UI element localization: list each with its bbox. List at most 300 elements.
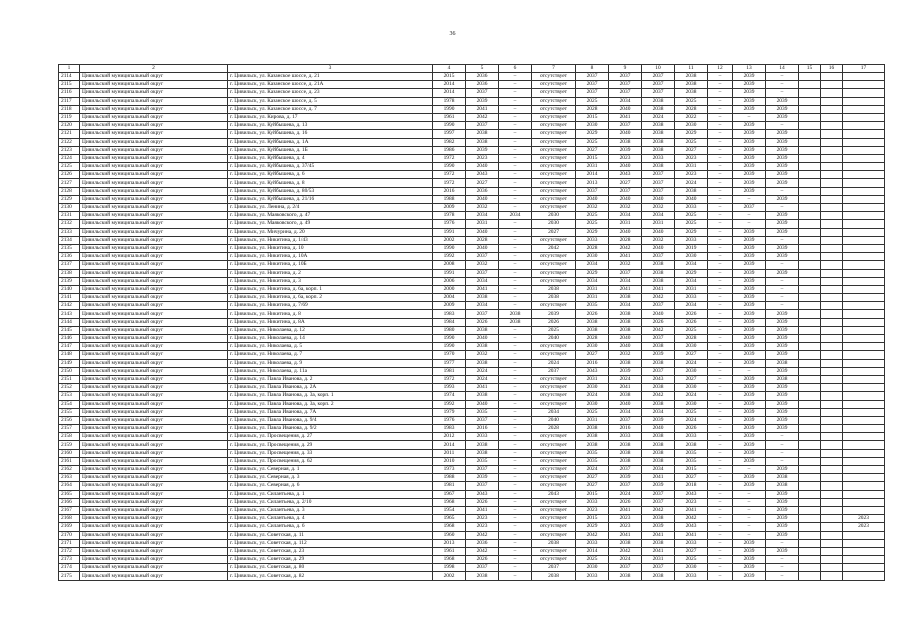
table-cell: 2038 bbox=[642, 261, 675, 269]
table-cell: 2038 bbox=[609, 449, 642, 457]
table-cell bbox=[821, 171, 843, 179]
table-cell: Цивильский муниципальный округ bbox=[80, 572, 228, 580]
table-cell: 2145 bbox=[59, 326, 80, 334]
table-row bbox=[59, 73, 885, 81]
table-cell: 2037 bbox=[609, 81, 642, 89]
table-cell: – bbox=[708, 531, 733, 539]
table-cell: – bbox=[733, 212, 766, 220]
table-cell: Цивильский муниципальный округ bbox=[80, 130, 228, 138]
table-cell: 2038 bbox=[642, 277, 675, 285]
table-cell bbox=[821, 130, 843, 138]
table-cell: 2038 bbox=[642, 572, 675, 580]
table-cell: – bbox=[708, 187, 733, 195]
table-cell: – bbox=[766, 204, 799, 212]
table-cell: 2039 bbox=[733, 130, 766, 138]
table-row bbox=[59, 285, 885, 293]
table-row bbox=[59, 392, 885, 400]
table-cell bbox=[843, 122, 885, 130]
table-cell: – bbox=[499, 416, 532, 424]
table-cell: 2174 bbox=[59, 564, 80, 572]
table-cell bbox=[799, 73, 821, 81]
table-cell: 2041 bbox=[466, 506, 499, 514]
table-cell: г. Цивильск, ул. Никитина, д. 8А bbox=[228, 318, 433, 326]
table-cell: – bbox=[708, 498, 733, 506]
table-cell: Цивильский муниципальный округ bbox=[80, 310, 228, 318]
table-cell: 2037 bbox=[642, 367, 675, 375]
table-cell: 2027 bbox=[609, 179, 642, 187]
table-cell: – bbox=[499, 400, 532, 408]
table-cell: 2039 bbox=[642, 523, 675, 531]
table-cell: г. Цивильск, ул. Казанское шоссе, д. 23 bbox=[228, 89, 433, 97]
table-cell: – bbox=[708, 400, 733, 408]
table-cell: 2038 bbox=[576, 441, 609, 449]
table-cell: 2120 bbox=[59, 122, 80, 130]
table-cell: 2008 bbox=[433, 261, 466, 269]
table-cell: 2031 bbox=[675, 163, 708, 171]
table-cell: 2026 bbox=[576, 310, 609, 318]
table-cell bbox=[843, 113, 885, 121]
table-cell bbox=[799, 130, 821, 138]
table-cell bbox=[799, 416, 821, 424]
table-cell: – bbox=[499, 449, 532, 457]
table-cell bbox=[821, 285, 843, 293]
table-cell: 2014 bbox=[433, 89, 466, 97]
table-cell: – bbox=[766, 122, 799, 130]
table-cell: 2015 bbox=[576, 113, 609, 121]
table-cell: Цивильский муниципальный округ bbox=[80, 171, 228, 179]
table-cell: 2039 bbox=[609, 367, 642, 375]
table-cell: – bbox=[766, 572, 799, 580]
table-cell: 2038 bbox=[642, 97, 675, 105]
table-cell bbox=[799, 122, 821, 130]
table-cell: 2037 bbox=[642, 81, 675, 89]
table-cell: г. Цивильск, ул. Павла Иванова, д. 3а, корп. 1 bbox=[228, 392, 433, 400]
table-cell: 2114 bbox=[59, 73, 80, 81]
table-cell bbox=[799, 433, 821, 441]
table-cell: г. Цивильск, ул. Казанское шоссе, д. 21 bbox=[228, 73, 433, 81]
table-cell: – bbox=[499, 384, 532, 392]
table-cell bbox=[799, 408, 821, 416]
table-cell: 2024 bbox=[609, 556, 642, 564]
table-cell: 2038 bbox=[576, 318, 609, 326]
table-cell: 2039 bbox=[766, 220, 799, 228]
table-cell: 2016 bbox=[433, 187, 466, 195]
table-cell bbox=[821, 531, 843, 539]
table-cell: г. Цивильск, ул. Куйбышева, д. 37/45 bbox=[228, 163, 433, 171]
table-cell: 2039 bbox=[733, 572, 766, 580]
table-cell: 2040 bbox=[609, 130, 642, 138]
table-cell: 2038 bbox=[642, 515, 675, 523]
table-cell: 1991 bbox=[433, 269, 466, 277]
table-cell: – bbox=[708, 506, 733, 514]
table-cell: 2034 bbox=[466, 212, 499, 220]
table-cell: 2153 bbox=[59, 392, 80, 400]
table-cell bbox=[843, 564, 885, 572]
table-cell: 2039 bbox=[642, 351, 675, 359]
table-cell bbox=[799, 498, 821, 506]
table-cell: 2024 bbox=[609, 375, 642, 383]
table-cell bbox=[843, 326, 885, 334]
table-cell bbox=[821, 122, 843, 130]
table-cell bbox=[843, 261, 885, 269]
table-cell: 2041 bbox=[609, 113, 642, 121]
header-row bbox=[59, 65, 885, 73]
table-cell bbox=[821, 113, 843, 121]
table-cell: 2137 bbox=[59, 261, 80, 269]
table-cell bbox=[799, 466, 821, 474]
table-cell: отсутствует bbox=[532, 449, 576, 457]
table-cell: 2030 bbox=[675, 367, 708, 375]
table-cell: – bbox=[708, 335, 733, 343]
table-cell bbox=[799, 187, 821, 195]
table-cell: 2038 bbox=[642, 138, 675, 146]
table-row bbox=[59, 138, 885, 146]
table-cell: 2024 bbox=[675, 416, 708, 424]
table-cell: 2038 bbox=[609, 572, 642, 580]
table-cell: 2039 bbox=[733, 359, 766, 367]
table-cell: 2039 bbox=[609, 146, 642, 154]
table-cell: 2037 bbox=[466, 466, 499, 474]
table-cell: – bbox=[708, 228, 733, 236]
table-row bbox=[59, 433, 885, 441]
table-cell bbox=[843, 343, 885, 351]
table-cell: 2031 bbox=[642, 220, 675, 228]
table-row bbox=[59, 572, 885, 580]
table-cell: отсутствует bbox=[532, 400, 576, 408]
table-cell: Цивильский муниципальный округ bbox=[80, 457, 228, 465]
table-cell: – bbox=[499, 285, 532, 293]
table-cell: 2027 bbox=[576, 146, 609, 154]
table-cell bbox=[821, 73, 843, 81]
table-cell: 2168 bbox=[59, 515, 80, 523]
table-cell: 2037 bbox=[609, 564, 642, 572]
table-cell: 1990 bbox=[433, 105, 466, 113]
table-cell bbox=[821, 146, 843, 154]
table-cell: 2030 bbox=[675, 122, 708, 130]
table-cell: 1977 bbox=[433, 359, 466, 367]
table-row bbox=[59, 302, 885, 310]
table-cell bbox=[843, 73, 885, 81]
table-cell: 2031 bbox=[466, 220, 499, 228]
table-cell: – bbox=[499, 531, 532, 539]
table-cell: – bbox=[708, 130, 733, 138]
column-number: 14 bbox=[766, 65, 799, 73]
table-cell: – bbox=[499, 539, 532, 547]
table-cell: – bbox=[499, 367, 532, 375]
table-cell: 2037 bbox=[642, 498, 675, 506]
table-cell: 2039 bbox=[766, 195, 799, 203]
table-cell: 2038 bbox=[642, 343, 675, 351]
table-cell: 2039 bbox=[642, 416, 675, 424]
column-number: 12 bbox=[708, 65, 733, 73]
table-cell: 2043 bbox=[675, 523, 708, 531]
table-cell: Цивильский муниципальный округ bbox=[80, 375, 228, 383]
table-cell: 2136 bbox=[59, 253, 80, 261]
table-cell: 2039 bbox=[733, 171, 766, 179]
table-cell: – bbox=[766, 285, 799, 293]
table-cell: – bbox=[708, 539, 733, 547]
table-row bbox=[59, 171, 885, 179]
table-cell: – bbox=[708, 236, 733, 244]
table-cell: 2037 bbox=[609, 269, 642, 277]
table-cell: 2038 bbox=[675, 89, 708, 97]
table-cell bbox=[821, 253, 843, 261]
table-cell: – bbox=[708, 244, 733, 252]
table-cell: 2043 bbox=[642, 375, 675, 383]
table-cell: Цивильский муниципальный округ bbox=[80, 236, 228, 244]
table-cell: – bbox=[499, 163, 532, 171]
table-cell: 2002 bbox=[433, 572, 466, 580]
table-cell: – bbox=[708, 359, 733, 367]
table-cell: 2033 bbox=[675, 539, 708, 547]
table-cell: 2024 bbox=[609, 490, 642, 498]
table-cell: – bbox=[708, 277, 733, 285]
table-cell: 2024 bbox=[466, 375, 499, 383]
table-cell: – bbox=[499, 195, 532, 203]
table-cell: 2030 bbox=[675, 253, 708, 261]
table-cell: – bbox=[499, 351, 532, 359]
table-cell: 2042 bbox=[642, 326, 675, 334]
table-cell: – bbox=[499, 105, 532, 113]
table-cell: – bbox=[499, 294, 532, 302]
table-cell: 2039 bbox=[733, 122, 766, 130]
table-cell bbox=[821, 400, 843, 408]
table-cell: 1954 bbox=[433, 506, 466, 514]
table-row bbox=[59, 547, 885, 555]
table-cell: – bbox=[499, 220, 532, 228]
table-cell: 2019 bbox=[675, 244, 708, 252]
table-cell: 2027 bbox=[675, 146, 708, 154]
table-cell: Цивильский муниципальный округ bbox=[80, 449, 228, 457]
table-cell: 1978 bbox=[433, 97, 466, 105]
table-cell bbox=[821, 294, 843, 302]
table-cell: 2039 bbox=[766, 343, 799, 351]
table-cell bbox=[843, 130, 885, 138]
table-cell: 2039 bbox=[766, 138, 799, 146]
table-cell bbox=[799, 228, 821, 236]
table-row bbox=[59, 195, 885, 203]
table-cell: – bbox=[499, 556, 532, 564]
table-cell: 2035 bbox=[576, 449, 609, 457]
table-cell: – bbox=[766, 564, 799, 572]
table-cell: 2037 bbox=[576, 89, 609, 97]
table-cell: 2038 bbox=[642, 400, 675, 408]
table-cell: 2024 bbox=[675, 359, 708, 367]
table-row bbox=[59, 335, 885, 343]
table-cell: 2036 bbox=[466, 81, 499, 89]
table-cell: г. Цивильск, ул. Советская, д. 23 bbox=[228, 547, 433, 555]
table-cell: – bbox=[708, 572, 733, 580]
table-cell: – bbox=[733, 490, 766, 498]
table-cell: г. Цивильск, ул. Павла Иванова, д. 2 bbox=[228, 375, 433, 383]
table-cell: 2155 bbox=[59, 408, 80, 416]
table-cell: 2037 bbox=[609, 122, 642, 130]
table-cell: 2024 bbox=[466, 367, 499, 375]
table-cell: 2029 bbox=[675, 130, 708, 138]
table-cell: 1973 bbox=[433, 466, 466, 474]
table-cell: 2039 bbox=[733, 449, 766, 457]
table-cell bbox=[843, 416, 885, 424]
table-cell: 2040 bbox=[466, 400, 499, 408]
table-row bbox=[59, 384, 885, 392]
table-cell: 2032 bbox=[609, 261, 642, 269]
table-cell: Цивильский муниципальный округ bbox=[80, 204, 228, 212]
table-cell: Цивильский муниципальный округ bbox=[80, 146, 228, 154]
table-cell: 2033 bbox=[675, 236, 708, 244]
table-cell: 2043 bbox=[532, 490, 576, 498]
table-cell: отсутствует bbox=[532, 261, 576, 269]
table-cell: – bbox=[708, 146, 733, 154]
table-cell: 2027 bbox=[576, 482, 609, 490]
table-cell: – bbox=[708, 163, 733, 171]
table-cell: 2038 bbox=[642, 441, 675, 449]
table-cell: Цивильский муниципальный округ bbox=[80, 506, 228, 514]
table-cell: 2039 bbox=[733, 138, 766, 146]
table-cell: 2015 bbox=[433, 73, 466, 81]
table-cell: 1980 bbox=[433, 326, 466, 334]
table-cell: отсутствует bbox=[532, 163, 576, 171]
table-cell bbox=[821, 547, 843, 555]
table-cell: – bbox=[766, 294, 799, 302]
table-cell: 2160 bbox=[59, 449, 80, 457]
table-cell bbox=[843, 351, 885, 359]
table-cell: 2024 bbox=[675, 392, 708, 400]
table-cell: 2034 bbox=[609, 97, 642, 105]
table-cell: 2037 bbox=[609, 482, 642, 490]
table-cell bbox=[843, 294, 885, 302]
table-cell: отсутствует bbox=[532, 482, 576, 490]
table-cell: 2039 bbox=[733, 89, 766, 97]
table-cell: 2032 bbox=[609, 351, 642, 359]
table-cell: Цивильский муниципальный округ bbox=[80, 154, 228, 162]
table-cell: 2018 bbox=[675, 482, 708, 490]
table-cell bbox=[843, 572, 885, 580]
table-cell: 2144 bbox=[59, 318, 80, 326]
table-cell: – bbox=[708, 343, 733, 351]
table-cell: Цивильский муниципальный округ bbox=[80, 97, 228, 105]
table-cell: 2023 bbox=[609, 154, 642, 162]
table-cell: 2126 bbox=[59, 171, 80, 179]
table-cell bbox=[821, 392, 843, 400]
table-cell bbox=[799, 474, 821, 482]
table-cell: 1976 bbox=[433, 416, 466, 424]
table-cell: – bbox=[733, 367, 766, 375]
table-cell: 2037 bbox=[642, 490, 675, 498]
table-cell: Цивильский муниципальный округ bbox=[80, 343, 228, 351]
table-cell bbox=[799, 294, 821, 302]
table-cell: 2030 bbox=[576, 400, 609, 408]
table-cell: – bbox=[499, 408, 532, 416]
table-cell: 2035 bbox=[675, 449, 708, 457]
table-cell: – bbox=[708, 220, 733, 228]
table-cell: Цивильский муниципальный округ bbox=[80, 416, 228, 424]
table-cell: 2117 bbox=[59, 97, 80, 105]
table-cell: отсутствует bbox=[532, 506, 576, 514]
table-cell bbox=[799, 154, 821, 162]
table-cell: Цивильский муниципальный округ bbox=[80, 73, 228, 81]
table-cell bbox=[799, 146, 821, 154]
table-cell: – bbox=[733, 113, 766, 121]
table-cell: 2031 bbox=[576, 285, 609, 293]
table-cell: 2039 bbox=[733, 474, 766, 482]
table-cell: 2029 bbox=[576, 130, 609, 138]
table-cell: – bbox=[499, 425, 532, 433]
table-cell: отсутствует bbox=[532, 187, 576, 195]
table-cell: г. Цивильск, ул. Куйбышева, д. 80/53 bbox=[228, 187, 433, 195]
table-cell: 1982 bbox=[433, 138, 466, 146]
table-cell: 2142 bbox=[59, 302, 80, 310]
table-cell bbox=[799, 285, 821, 293]
table-cell: 2015 bbox=[576, 154, 609, 162]
table-cell: 2038 bbox=[642, 433, 675, 441]
table-cell: 2029 bbox=[675, 228, 708, 236]
table-cell: 2032 bbox=[466, 351, 499, 359]
table-cell: 1974 bbox=[433, 392, 466, 400]
table-cell: 2038 bbox=[532, 539, 576, 547]
table-cell: 2042 bbox=[609, 244, 642, 252]
table-cell: 2041 bbox=[642, 285, 675, 293]
table-cell: – bbox=[708, 441, 733, 449]
table-cell bbox=[799, 400, 821, 408]
table-cell: 2033 bbox=[675, 572, 708, 580]
table-row bbox=[59, 146, 885, 154]
table-cell: 1992 bbox=[433, 400, 466, 408]
table-cell: 2039 bbox=[766, 154, 799, 162]
table-cell: – bbox=[708, 556, 733, 564]
table-row bbox=[59, 457, 885, 465]
table-cell: 2119 bbox=[59, 113, 80, 121]
table-cell: 2039 bbox=[733, 375, 766, 383]
table-cell: 2039 bbox=[733, 556, 766, 564]
table-cell: 2042 bbox=[675, 515, 708, 523]
table-cell: 2038 bbox=[466, 130, 499, 138]
table-cell: 2038 bbox=[466, 326, 499, 334]
table-cell: 2033 bbox=[576, 498, 609, 506]
table-cell: 2030 bbox=[576, 122, 609, 130]
table-cell: 2040 bbox=[642, 425, 675, 433]
table-cell: 2037 bbox=[642, 73, 675, 81]
table-cell: 2037 bbox=[642, 335, 675, 343]
table-cell: – bbox=[499, 154, 532, 162]
table-cell: – bbox=[733, 498, 766, 506]
table-cell: 2031 bbox=[642, 556, 675, 564]
table-cell: Цивильский муниципальный округ bbox=[80, 335, 228, 343]
table-cell bbox=[799, 351, 821, 359]
table-cell bbox=[843, 244, 885, 252]
table-cell: 2036 bbox=[466, 187, 499, 195]
table-cell: 2039 bbox=[733, 277, 766, 285]
table-cell: – bbox=[499, 228, 532, 236]
table-cell bbox=[799, 425, 821, 433]
table-cell: – bbox=[499, 466, 532, 474]
table-cell: – bbox=[708, 154, 733, 162]
table-cell: 2039 bbox=[766, 163, 799, 171]
table-cell bbox=[821, 572, 843, 580]
table-cell: 2023 bbox=[843, 515, 885, 523]
table-cell bbox=[821, 408, 843, 416]
table-cell: – bbox=[499, 433, 532, 441]
table-cell bbox=[843, 269, 885, 277]
table-cell bbox=[843, 204, 885, 212]
table-cell bbox=[799, 220, 821, 228]
table-cell: – bbox=[766, 277, 799, 285]
table-cell: Цивильский муниципальный округ bbox=[80, 326, 228, 334]
table-cell: г. Цивильск, ул. Никитина, д. 8 bbox=[228, 310, 433, 318]
table-cell bbox=[799, 490, 821, 498]
table-row bbox=[59, 449, 885, 457]
table-cell: 2039 bbox=[766, 351, 799, 359]
table-cell: 2038 bbox=[466, 392, 499, 400]
